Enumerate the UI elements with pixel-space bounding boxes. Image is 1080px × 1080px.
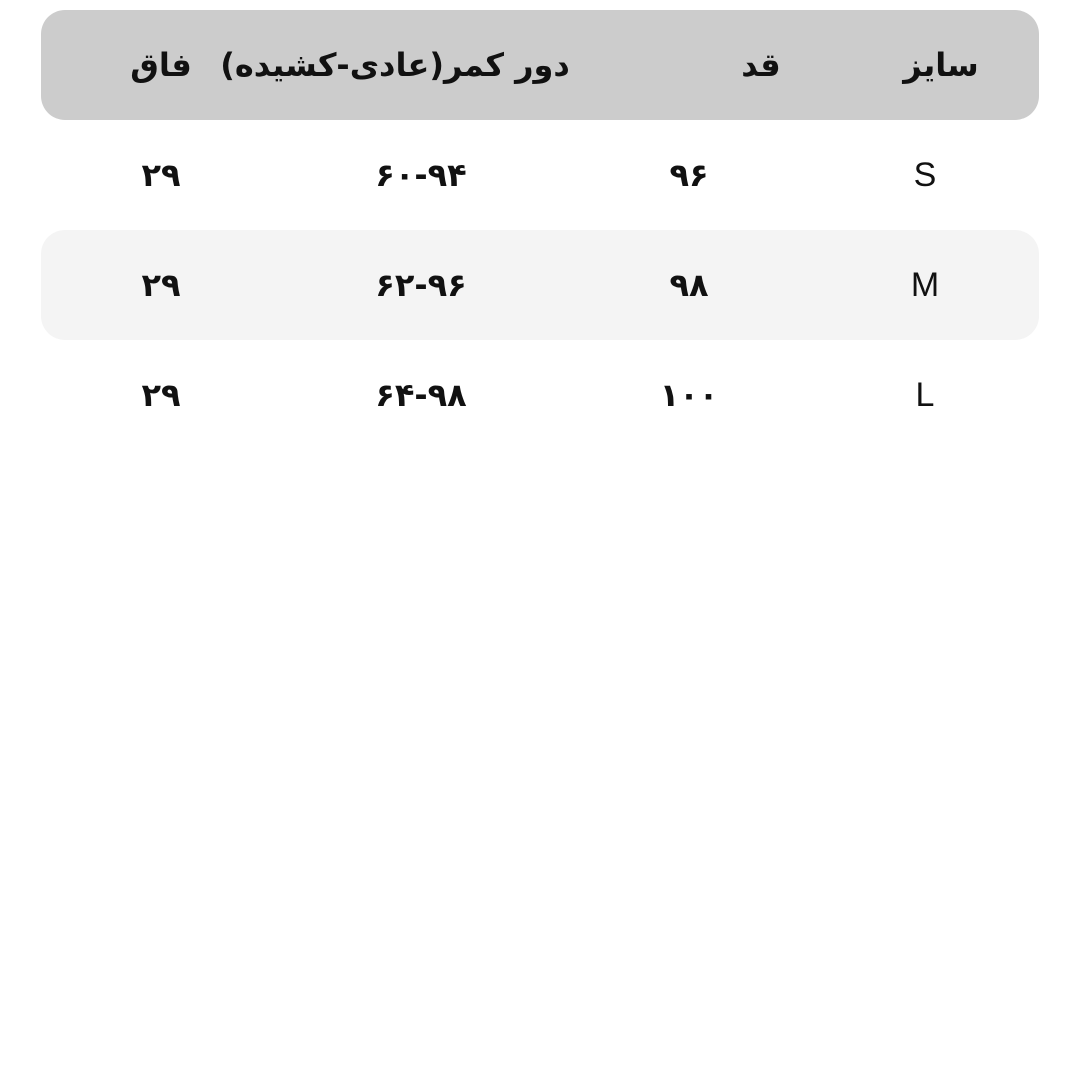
- cell-waist: ۶۲-۹۶: [375, 266, 467, 304]
- header-waist: دور کمر(عادی-کشیده): [220, 46, 570, 84]
- cell-height: ۹۸: [669, 266, 709, 304]
- table-row-m: [41, 230, 1039, 340]
- cell-inseam: ۲۹: [141, 156, 181, 194]
- header-inseam: فاق: [130, 46, 192, 84]
- cell-height: ۱۰۰: [659, 376, 719, 414]
- header-size: سایز: [903, 46, 979, 84]
- cell-size: S: [913, 155, 937, 194]
- table-row-l: [41, 340, 1039, 450]
- cell-size: L: [915, 375, 935, 414]
- table-header-row: [41, 10, 1039, 120]
- header-height: قد: [741, 46, 781, 84]
- cell-inseam: ۲۹: [141, 376, 181, 414]
- cell-waist: ۶۰-۹۴: [375, 156, 467, 194]
- cell-waist: ۶۴-۹۸: [375, 376, 467, 414]
- size-chart-table: [41, 10, 1039, 450]
- cell-inseam: ۲۹: [141, 266, 181, 304]
- table-row-s: [41, 120, 1039, 230]
- cell-size: M: [910, 265, 940, 304]
- cell-height: ۹۶: [669, 156, 709, 194]
